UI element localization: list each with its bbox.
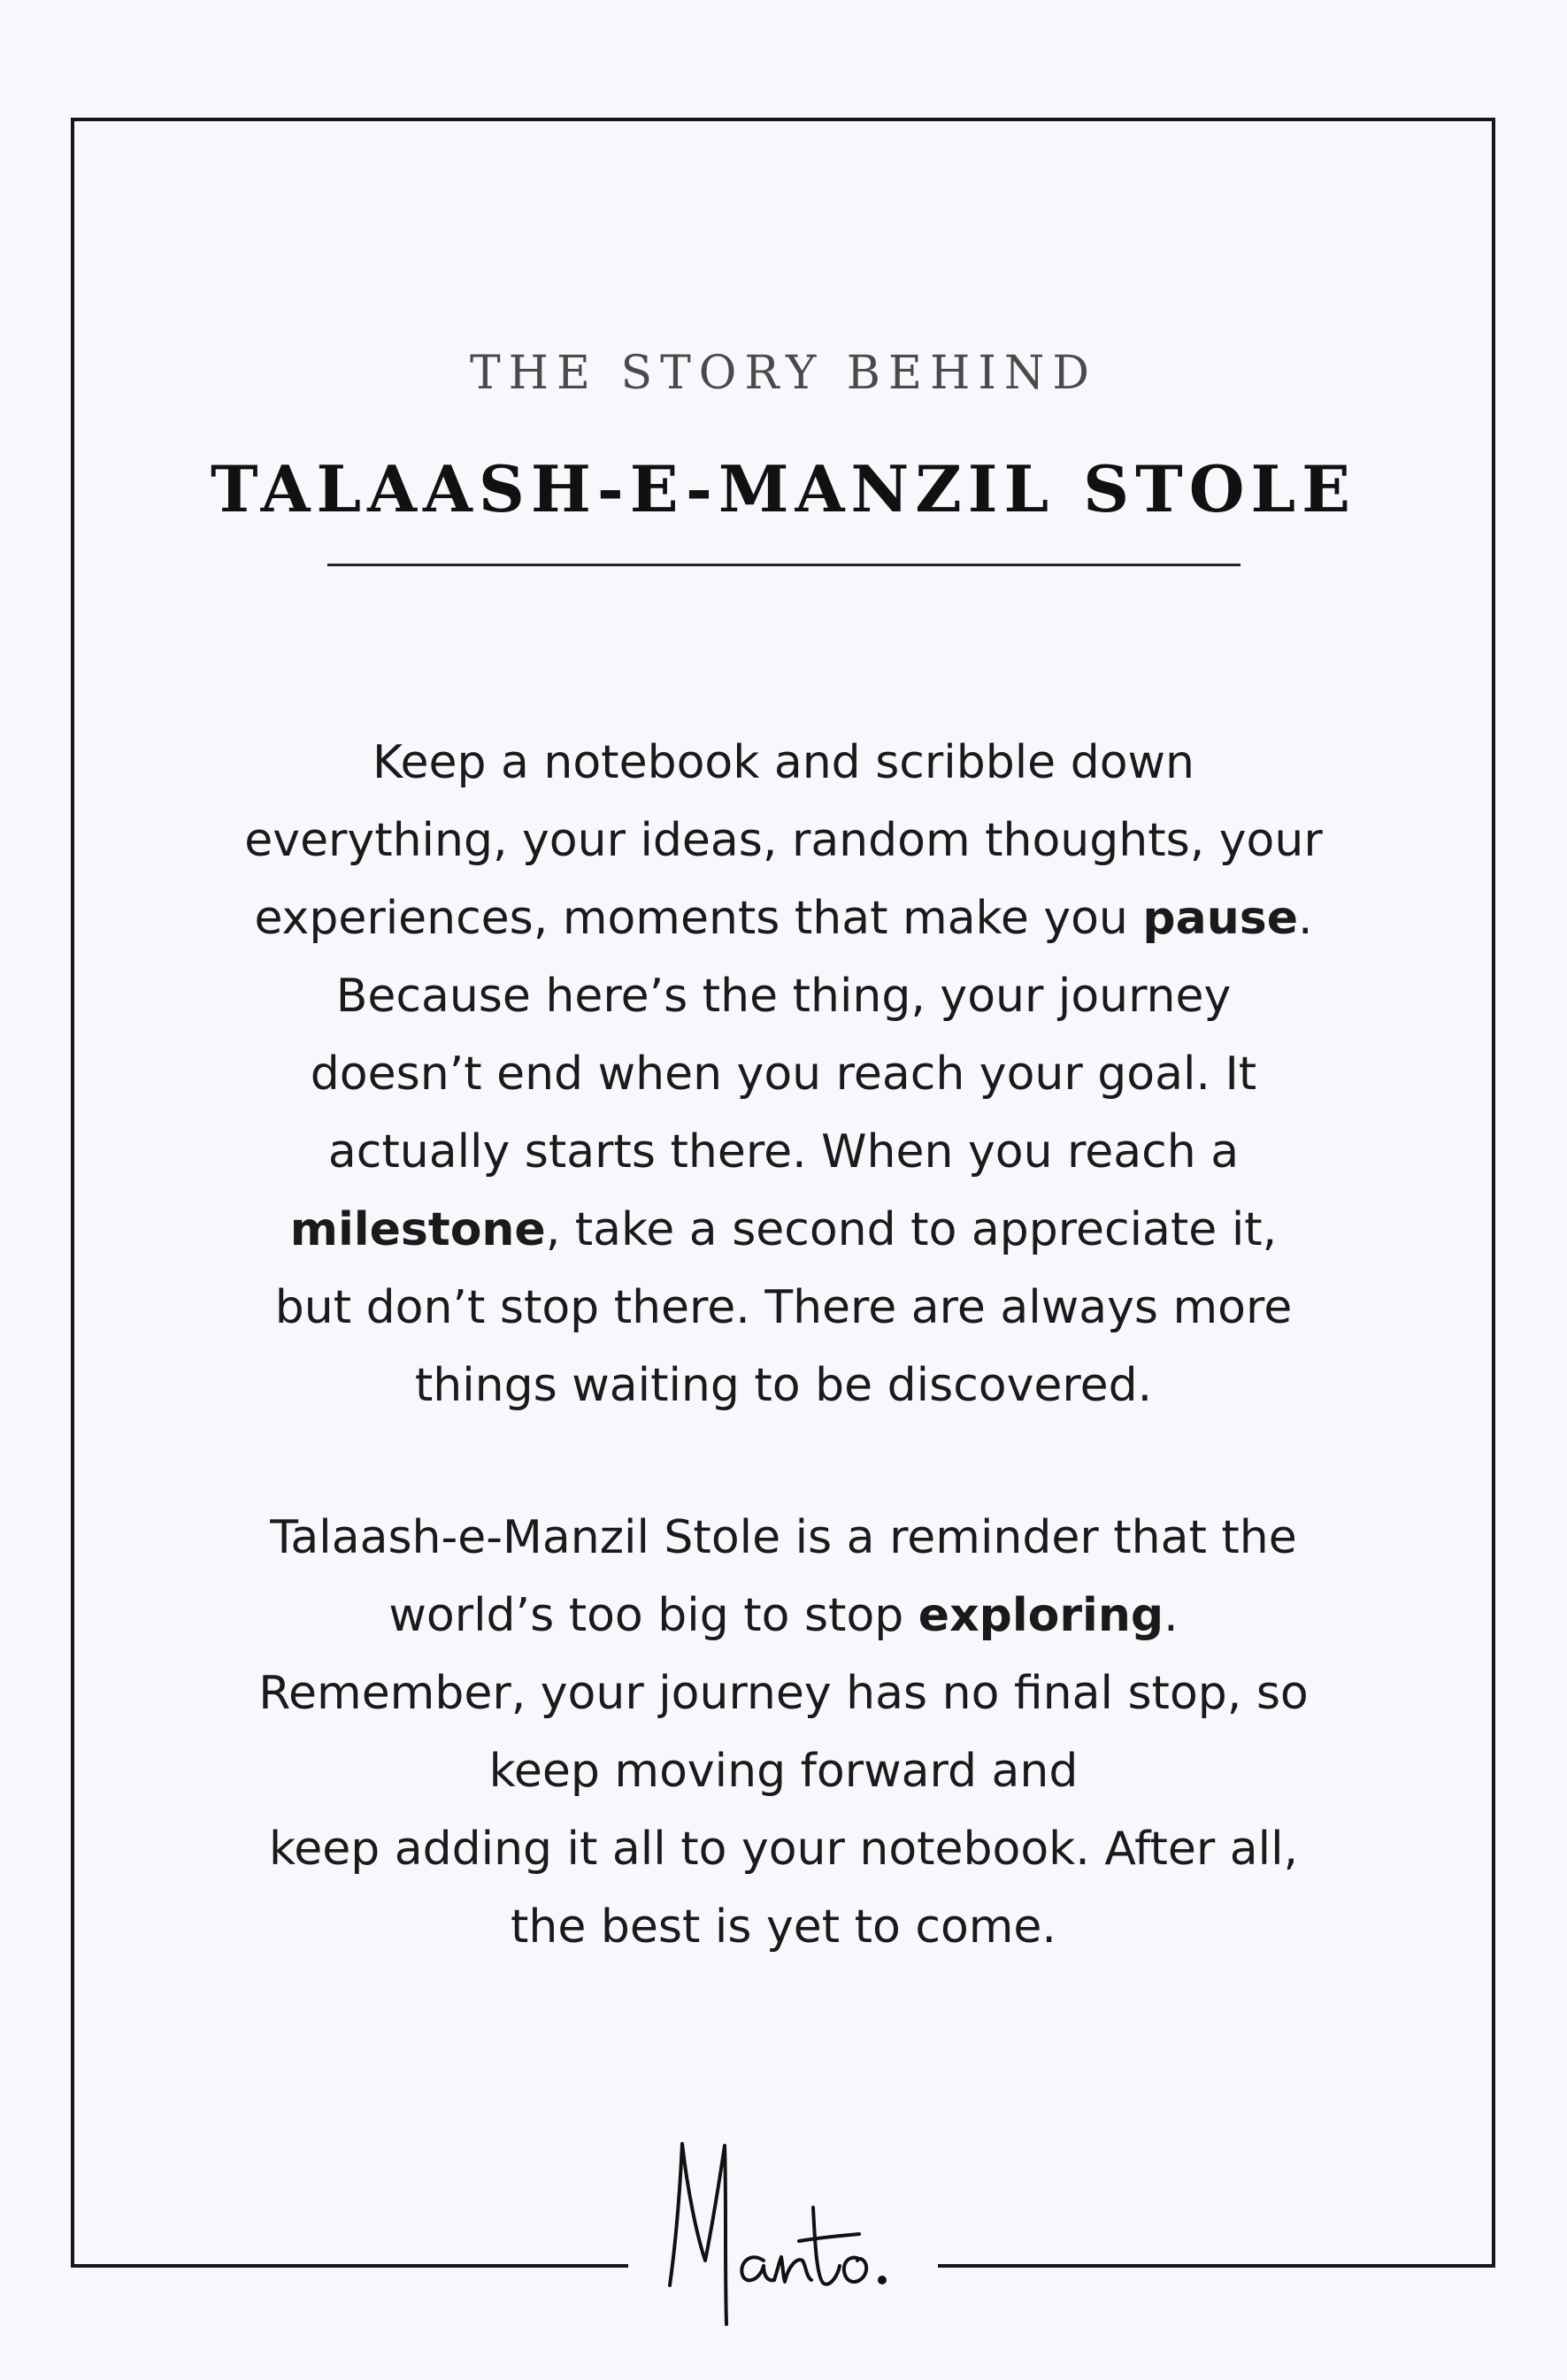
- text-line: [177, 1347, 1390, 1424]
- frame-border-left: [71, 118, 74, 2268]
- text-span: .: [1297, 892, 1313, 945]
- frame-border-bottom-left: [71, 2264, 628, 2268]
- text-span: but don’t stop there. There are always more: [274, 1281, 1293, 1334]
- text-line: [177, 1577, 1390, 1654]
- text-line: [177, 1035, 1390, 1113]
- story-paragraph-2: [177, 1499, 1390, 1966]
- eyebrow-heading: THE STORY BEHIND: [469, 347, 1098, 400]
- text-span: things waiting to be discovered.: [414, 1359, 1153, 1412]
- text-span: keep adding it all to your notebook. After all,: [268, 1823, 1299, 1876]
- text-span: Talaash-e-Manzil Stole is a reminder that the: [270, 1511, 1297, 1564]
- frame-border-top: [71, 118, 1495, 121]
- text-span: keep moving forward and: [488, 1745, 1079, 1798]
- text-line: [177, 1732, 1390, 1810]
- text-span: Keep a notebook and scribble down: [372, 736, 1195, 789]
- emphasis-milestone: milestone: [289, 1203, 546, 1256]
- text-span: Remember, your journey has no final stop, so: [258, 1667, 1309, 1720]
- title-divider: [327, 564, 1241, 566]
- text-span: the best is yet to come.: [511, 1900, 1056, 1954]
- manto-signature-logo: [650, 2128, 916, 2340]
- text-span: .: [1164, 1589, 1179, 1642]
- emphasis-exploring: exploring: [918, 1589, 1164, 1642]
- text-line: [177, 724, 1390, 802]
- text-line: [177, 957, 1390, 1035]
- page-title: TALAASH-E-MANZIL STOLE: [211, 451, 1356, 526]
- text-line: [177, 1888, 1390, 1966]
- text-line: [177, 1113, 1390, 1191]
- text-span: , take a second to appreciate it,: [545, 1203, 1278, 1256]
- text-span: everything, your ideas, random thoughts, your: [244, 814, 1323, 867]
- text-span: Because here’s the thing, your journey: [335, 970, 1232, 1023]
- text-span: doesn’t end when you reach your goal. It: [310, 1048, 1257, 1101]
- text-line: [177, 1654, 1390, 1732]
- emphasis-pause: pause: [1142, 892, 1298, 945]
- text-line: [177, 1810, 1390, 1888]
- text-span: experiences, moments that make you: [254, 892, 1143, 945]
- text-span: actually starts there. When you reach a: [327, 1125, 1240, 1178]
- story-paragraph-1: [177, 724, 1390, 1424]
- text-line: [177, 1499, 1390, 1577]
- text-line: [177, 1191, 1390, 1269]
- text-span: world’s too big to stop: [388, 1589, 918, 1642]
- text-line: [177, 802, 1390, 879]
- frame-border-bottom-right: [938, 2264, 1495, 2268]
- frame-border-right: [1492, 118, 1495, 2268]
- text-line: [177, 1269, 1390, 1347]
- text-line: [177, 879, 1390, 957]
